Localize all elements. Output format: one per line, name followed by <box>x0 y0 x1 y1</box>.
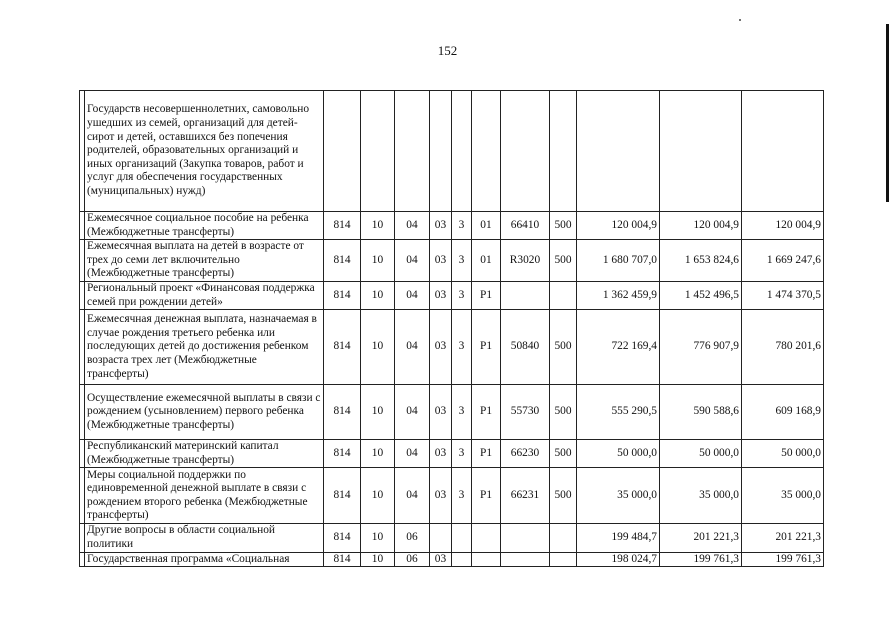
ministry-code-cell: 814 <box>324 468 361 524</box>
amount-year-3-cell: 50 000,0 <box>742 440 824 468</box>
section-code-cell: 10 <box>361 440 395 468</box>
amount-year-2-cell: 590 588,6 <box>660 385 742 440</box>
program-code-cell: 03 <box>430 468 452 524</box>
amount-year-3-cell: 120 004,9 <box>742 212 824 240</box>
direction-code-cell <box>501 91 550 212</box>
amount-year-3-cell: 35 000,0 <box>742 468 824 524</box>
expense-type-cell: 500 <box>550 310 577 385</box>
expense-name-cell: Ежемесячное социальное пособие на ребенка (Межбюджетные трансферты) <box>85 212 324 240</box>
table-row <box>80 524 824 552</box>
expense-name-cell: Республиканский материнский капитал (Межбюджетные трансферты) <box>85 440 324 468</box>
amount-year-3-cell: 780 201,6 <box>742 310 824 385</box>
table-row <box>80 240 824 282</box>
expense-type-cell: 500 <box>550 440 577 468</box>
amount-year-2-cell: 201 221,3 <box>660 524 742 552</box>
project-code-cell: P1 <box>472 281 501 309</box>
section-code-cell: 10 <box>361 524 395 552</box>
amount-year-2-cell: 1 452 496,5 <box>660 281 742 309</box>
direction-code-cell: 66230 <box>501 440 550 468</box>
direction-code-cell <box>501 552 550 567</box>
expense-type-cell: 500 <box>550 385 577 440</box>
amount-year-3-cell: 609 168,9 <box>742 385 824 440</box>
project-code-cell: 01 <box>472 212 501 240</box>
subsection-code-cell: 06 <box>395 552 430 567</box>
budget-table <box>79 90 824 567</box>
page-number: 152 <box>437 43 458 58</box>
program-code-cell: 03 <box>430 310 452 385</box>
expense-type-cell <box>550 91 577 212</box>
amount-year-1-cell: 722 169,4 <box>577 310 660 385</box>
amount-year-1-cell: 198 024,7 <box>577 552 660 567</box>
amount-year-1-cell: 35 000,0 <box>577 468 660 524</box>
amount-year-1-cell: 1 680 707,0 <box>577 240 660 282</box>
ministry-code-cell: 814 <box>324 440 361 468</box>
project-code-cell: P1 <box>472 310 501 385</box>
amount-year-2-cell: 199 761,3 <box>660 552 742 567</box>
subprogram-code-cell: 3 <box>452 240 472 282</box>
subsection-code-cell: 04 <box>395 310 430 385</box>
ministry-code-cell: 814 <box>324 385 361 440</box>
program-code-cell: 03 <box>430 281 452 309</box>
expense-type-cell: 500 <box>550 212 577 240</box>
expense-name-cell: Другие вопросы в области социальной политики <box>85 524 324 552</box>
table-row <box>80 310 824 385</box>
program-code-cell: 03 <box>430 240 452 282</box>
amount-year-2-cell: 120 004,9 <box>660 212 742 240</box>
subprogram-code-cell <box>452 91 472 212</box>
amount-year-2-cell: 50 000,0 <box>660 440 742 468</box>
amount-year-1-cell: 1 362 459,9 <box>577 281 660 309</box>
amount-year-2-cell: 776 907,9 <box>660 310 742 385</box>
table-row <box>80 440 824 468</box>
ministry-code-cell: 814 <box>324 310 361 385</box>
section-code-cell: 10 <box>361 212 395 240</box>
subprogram-code-cell: 3 <box>452 281 472 309</box>
subsection-code-cell: 04 <box>395 240 430 282</box>
subsection-code-cell: 04 <box>395 468 430 524</box>
amount-year-1-cell: 555 290,5 <box>577 385 660 440</box>
direction-code-cell: 55730 <box>501 385 550 440</box>
subsection-code-cell: 04 <box>395 281 430 309</box>
amount-year-3-cell: 199 761,3 <box>742 552 824 567</box>
section-code-cell: 10 <box>361 468 395 524</box>
project-code-cell <box>472 552 501 567</box>
expense-name-cell: Меры социальной поддержки по единовременной денежной выплате в связи с рождением второго ребенка (Межбюджетные трансферты) <box>85 468 324 524</box>
direction-code-cell: 66231 <box>501 468 550 524</box>
ministry-code-cell: 814 <box>324 281 361 309</box>
project-code-cell <box>472 524 501 552</box>
expense-name-cell: Государств несовершеннолетних, самовольно ушедших из семей, организаций для детей-сирот и детей, оставшихся без попечения родителей, образовательных организаций и иных организаций (Закупка товаров, работ и услуг для обеспечения государственных (муниципальных) нужд) <box>85 91 324 212</box>
subsection-code-cell: 04 <box>395 385 430 440</box>
table-row <box>80 552 824 567</box>
project-code-cell: P1 <box>472 468 501 524</box>
expense-type-cell <box>550 552 577 567</box>
subprogram-code-cell: 3 <box>452 310 472 385</box>
project-code-cell <box>472 91 501 212</box>
amount-year-2-cell: 1 653 824,6 <box>660 240 742 282</box>
program-code-cell: 03 <box>430 385 452 440</box>
expense-type-cell <box>550 281 577 309</box>
project-code-cell: 01 <box>472 240 501 282</box>
subprogram-code-cell <box>452 552 472 567</box>
program-code-cell <box>430 91 452 212</box>
amount-year-1-cell: 199 484,7 <box>577 524 660 552</box>
expense-name-cell: Ежемесячная выплата на детей в возрасте от трех до семи лет включительно (Межбюджетные трансферты) <box>85 240 324 282</box>
program-code-cell <box>430 524 452 552</box>
table-row <box>80 91 824 212</box>
table-row <box>80 212 824 240</box>
subsection-code-cell: 04 <box>395 212 430 240</box>
expense-name-cell: Ежемесячная денежная выплата, назначаемая в случае рождения третьего ребенка или последующих детей до достижения ребенком возраста трех лет (Межбюджетные трансферты) <box>85 310 324 385</box>
budget-table-body <box>80 91 824 567</box>
table-row <box>80 468 824 524</box>
subprogram-code-cell <box>452 524 472 552</box>
subprogram-code-cell: 3 <box>452 212 472 240</box>
expense-type-cell: 500 <box>550 240 577 282</box>
direction-code-cell: R3020 <box>501 240 550 282</box>
amount-year-3-cell: 1 474 370,5 <box>742 281 824 309</box>
amount-year-3-cell <box>742 91 824 212</box>
amount-year-1-cell: 50 000,0 <box>577 440 660 468</box>
direction-code-cell <box>501 281 550 309</box>
amount-year-3-cell: 201 221,3 <box>742 524 824 552</box>
expense-name-cell: Осуществление ежемесячной выплаты в связи с рождением (усыновлением) первого ребенка (Межбюджетные трансферты) <box>85 385 324 440</box>
amount-year-1-cell <box>577 91 660 212</box>
direction-code-cell: 50840 <box>501 310 550 385</box>
direction-code-cell <box>501 524 550 552</box>
project-code-cell: P1 <box>472 385 501 440</box>
project-code-cell: P1 <box>472 440 501 468</box>
expense-name-cell: Государственная программа «Социальная <box>85 552 324 567</box>
program-code-cell: 03 <box>430 440 452 468</box>
section-code-cell: 10 <box>361 281 395 309</box>
expense-name-cell: Региональный проект «Финансовая поддержка семей при рождении детей» <box>85 281 324 309</box>
ministry-code-cell: 814 <box>324 524 361 552</box>
amount-year-2-cell: 35 000,0 <box>660 468 742 524</box>
ministry-code-cell: 814 <box>324 552 361 567</box>
subprogram-code-cell: 3 <box>452 385 472 440</box>
subsection-code-cell <box>395 91 430 212</box>
ministry-code-cell: 814 <box>324 212 361 240</box>
amount-year-3-cell: 1 669 247,6 <box>742 240 824 282</box>
section-code-cell: 10 <box>361 385 395 440</box>
amount-year-1-cell: 120 004,9 <box>577 212 660 240</box>
section-code-cell: 10 <box>361 240 395 282</box>
scan-speck <box>739 19 741 21</box>
scan-edge-bar <box>886 24 889 202</box>
expense-type-cell <box>550 524 577 552</box>
ministry-code-cell <box>324 91 361 212</box>
ministry-code-cell: 814 <box>324 240 361 282</box>
section-code-cell: 10 <box>361 552 395 567</box>
amount-year-2-cell <box>660 91 742 212</box>
program-code-cell: 03 <box>430 552 452 567</box>
subprogram-code-cell: 3 <box>452 468 472 524</box>
direction-code-cell: 66410 <box>501 212 550 240</box>
table-row <box>80 281 824 309</box>
section-code-cell <box>361 91 395 212</box>
subprogram-code-cell: 3 <box>452 440 472 468</box>
section-code-cell: 10 <box>361 310 395 385</box>
table-row <box>80 385 824 440</box>
expense-type-cell: 500 <box>550 468 577 524</box>
subsection-code-cell: 04 <box>395 440 430 468</box>
subsection-code-cell: 06 <box>395 524 430 552</box>
program-code-cell: 03 <box>430 212 452 240</box>
